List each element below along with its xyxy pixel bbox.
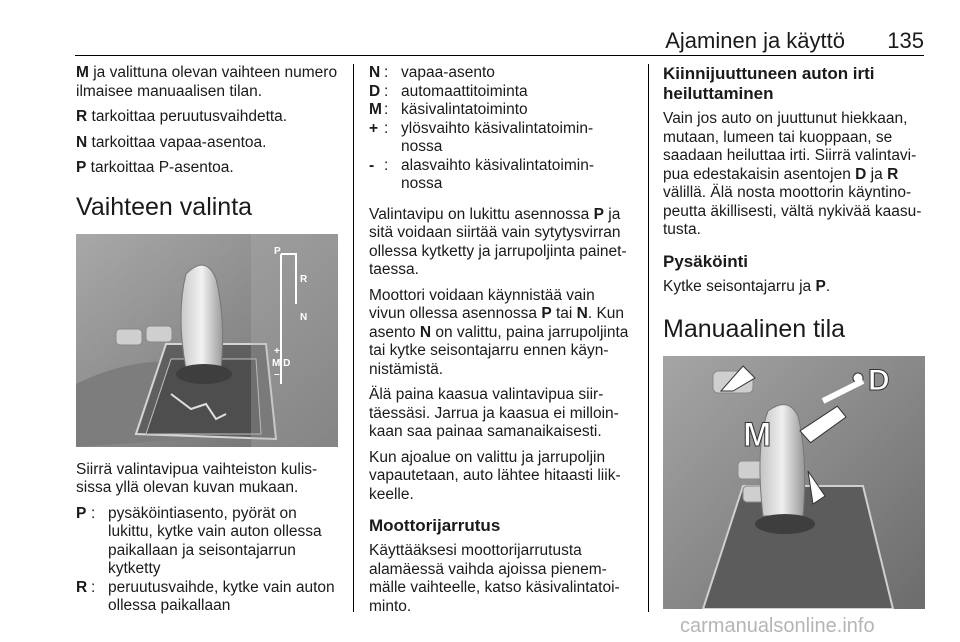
definition-item: D : automaattitoiminta — [369, 82, 528, 100]
body-paragraph: Moottori voidaan käynnistää vain vivun ollessa asennossa P tai N. Kun asento N on valittu, paina jarrupoljinta tai kytke seisontajarru ennen käyn-nistämistä. — [369, 286, 629, 378]
figure-caption: Siirrä valintavipua vaihteiston kulis-sissa yllä olevan kuvan mukaan. — [76, 460, 318, 496]
subheading-engine-braking: Moottorijarrutus — [369, 516, 501, 535]
page-header — [0, 0, 960, 58]
manual-mode-figure — [663, 356, 925, 609]
column-divider — [353, 64, 354, 612]
gear-selector-figure — [76, 234, 338, 447]
watermark: carmanualsonline.info — [680, 615, 875, 637]
page-number: 135 — [887, 28, 924, 53]
gear-definition-list — [369, 64, 634, 194]
body-paragraph: Kytke seisontajarru ja P. — [663, 277, 831, 295]
gear-definition-list — [76, 505, 338, 616]
column-divider — [648, 64, 649, 612]
figure-label-md: M D — [272, 357, 291, 369]
intro-paragraph: R tarkoittaa peruutusvaihdetta. — [76, 108, 288, 125]
figure-label-m: M — [743, 416, 772, 454]
body-paragraph: Valintavipu on lukittu asennossa P ja sitä voidaan siirtää vain sytytysvirran ollessa kytketty ja jarrupoljinta painet-taessa. — [369, 205, 627, 278]
column-2 — [369, 64, 634, 623]
body-paragraph: Älä paina kaasua valintavipua siir-täessäsi. Jarrua ja kaasua ei milloin-kaan saa painaa samanaikaisesti. — [369, 386, 619, 440]
intro-paragraph: N tarkoittaa vapaa-asentoa. — [76, 133, 267, 151]
section-heading-manual-mode: Manuaalinen tila — [663, 315, 846, 343]
definition-item: P : pysäköintiasento, pyörät on lukittu, kytke vain auton ollessa paikallaan ja seisontajarrun kytketty — [76, 504, 322, 577]
section-heading-gear-selection: Vaihteen valinta — [76, 192, 253, 221]
definition-item: + : ylösvaihto käsivalintatoimin-nossa — [369, 119, 594, 155]
gear-selector-illustration — [76, 234, 338, 447]
figure-label-plus: + — [274, 345, 280, 357]
body-paragraph: Käyttääksesi moottorijarrutusta alamäessä vaihda ajoissa pienem-mälle vaihteelle, katso käsivalintatoi-minto. — [369, 542, 620, 615]
figure-label-n: N — [300, 311, 308, 323]
intro-paragraph: M ja valittuna olevan vaihteen numero ilmaisee manuaalisen tilan. — [76, 64, 338, 100]
manual-mode-illustration — [663, 356, 925, 609]
column-3 — [663, 64, 925, 609]
subheading-rocking-vehicle: Kiinnijuuttuneen auton irti heiluttaminen — [663, 64, 875, 103]
definition-item: - : alasvaihto käsivalintatoimin-nossa — [369, 156, 594, 192]
body-paragraph: Kun ajoalue on valittu ja jarrupoljin vapautetaan, auto lähtee hitaasti liik-keelle. — [369, 448, 621, 503]
subheading-parking: Pysäköinti — [663, 251, 749, 271]
definition-item: N : vapaa-asento — [369, 64, 495, 81]
body-paragraph: Vain jos auto on juuttunut hiekkaan, mutaan, lumeen tai kuoppaan, se saadaan heiluttaa irti. Siirrä valintavi-pua edestakaisin asentojen D ja R välillä. Älä nosta moottorin käyntino-peutta äkillisesti, vältä nykivää kaasu-tusta. — [663, 110, 922, 238]
figure-label-p: P — [274, 245, 281, 257]
header-rule — [75, 55, 924, 56]
figure-label-r: R — [300, 273, 308, 285]
definition-item: R : peruutusvaihde, kytke vain auton ollessa paikallaan — [76, 578, 335, 614]
column-1 — [76, 64, 338, 623]
definition-item: M : käsivalintatoiminto — [369, 101, 528, 118]
intro-paragraph: P tarkoittaa P-asentoa. — [76, 159, 234, 176]
figure-label-d: D — [868, 364, 890, 397]
figure-label-minus: – — [274, 368, 280, 380]
header-title: Ajaminen ja käyttö — [665, 28, 845, 53]
